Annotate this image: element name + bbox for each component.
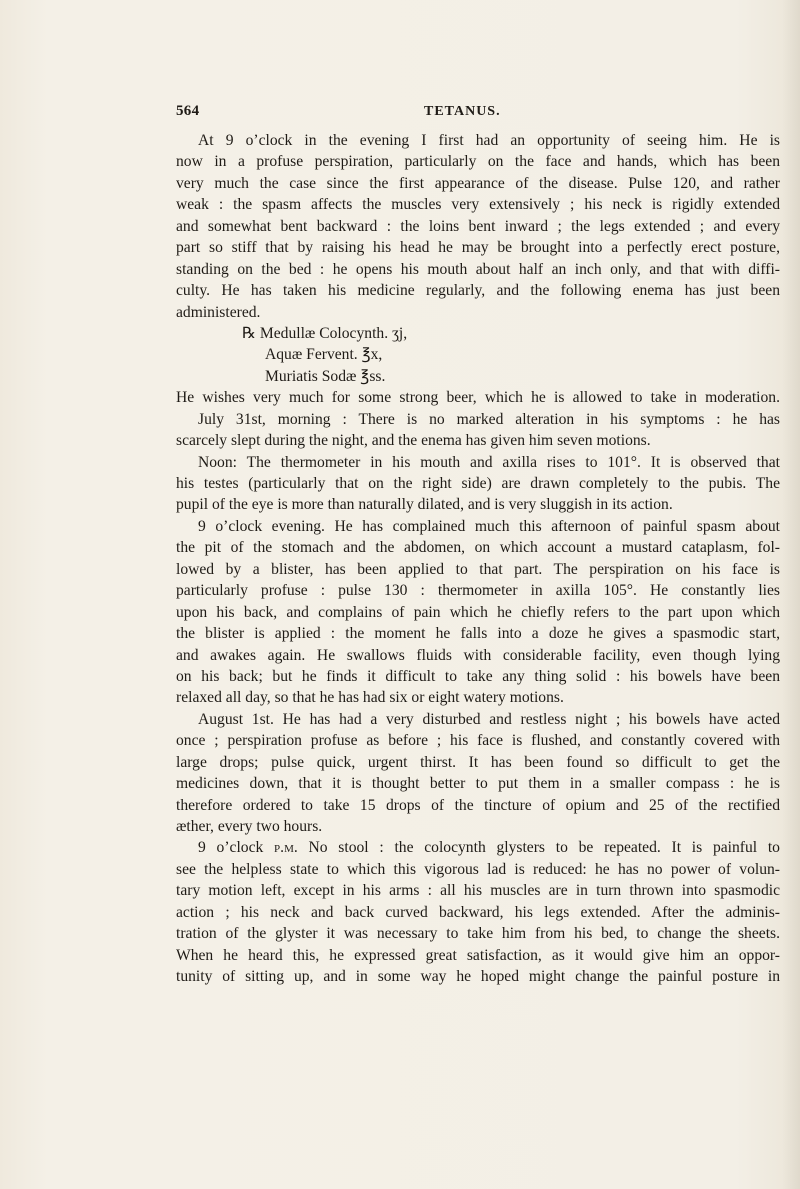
body-text: [176, 130, 780, 988]
text-line: He wishes very much for some strong beer, which he is allowed to take in moderation.: [176, 389, 780, 407]
text-line: At 9 o’clock in the evening I first had an opportunity of seeing him. He is: [198, 132, 780, 149]
text-line: æther, every two hours.: [176, 818, 323, 835]
text-line: the pit of the stomach and the abdomen, on which account a mustard cataplasm, fol-: [176, 539, 780, 557]
text-line: tary motion left, except in his arms : all his muscles are in turn thrown into spasmodic: [176, 882, 780, 900]
text-line: action ; his neck and back curved backward, his legs extended. After the adminis-: [176, 903, 780, 921]
text-line: the blister is applied : the moment he falls into a doze he gives a spasmodic start,: [176, 625, 780, 643]
page-number: 564: [176, 103, 200, 119]
text-line: his testes (particularly that on the right side) are drawn completely to the pubis. The: [176, 475, 780, 492]
prescription-line: Aquæ Fervent. ℥x,: [265, 346, 383, 364]
text-line: large drops; pulse quick, urgent thirst. It has been found so difficult to get the: [176, 753, 780, 771]
text-line: weak : the spasm affects the muscles very extensively ; his neck is rigidly extended: [176, 196, 780, 214]
prescription-line: Muriatis Sodæ ℥ss.: [265, 367, 386, 385]
text-line: scarcely slept during the night, and the enema has given him seven motions.: [176, 432, 651, 450]
text-line: culty. He has taken his medicine regularly, and the following enema has just been: [176, 282, 780, 300]
text-line: tunity of sitting up, and in some way he hoped might change the painful posture in: [176, 968, 780, 986]
text-line: part so stiff that by raising his head he may be brought into a perfectly erect posture,: [176, 239, 780, 257]
page-edge-shadow: [782, 0, 800, 1189]
running-head: TETANUS.: [424, 104, 501, 119]
text-line: therefore ordered to take 15 drops of the tincture of opium and 25 of the rectified: [176, 796, 780, 814]
text-line: When he heard this, he expressed great satisfaction, as it would give him an oppor-: [176, 946, 780, 964]
text-line: very much the case since the first appearance of the disease. Pulse 120, and rather: [176, 174, 780, 192]
text-line: see the helpless state to which this vigorous lad is reduced: he has no power of volun-: [176, 860, 780, 878]
text-line: pupil of the eye is more than naturally dilated, and is very sluggish in its action.: [176, 496, 673, 514]
text-line: particularly profuse : pulse 130 : thermometer in axilla 105°. He constantly lies: [176, 582, 780, 600]
text-line: 9 o’clock evening. He has complained much this afternoon of painful spasm about: [198, 517, 780, 535]
text-line: tration of the glyster it was necessary to take him from his bed, to change the sheets.: [176, 925, 780, 943]
text-line-pm: [176, 837, 780, 858]
prescription-line: ℞ Medullæ Colocynth. ʒj,: [242, 324, 408, 342]
text-line: standing on the bed : he opens his mouth about half an inch only, and that with diffi-: [176, 260, 780, 278]
text-line: medicines down, that it is thought better to put them in a smaller compass : he is: [176, 775, 780, 793]
pm-line-pre: 9 o’clock: [198, 839, 275, 857]
text-line: August 1st. He has had a very disturbed and restless night ; his bowels have acted: [198, 710, 780, 728]
text-line: upon his back, and complains of pain which he chiefly refers to the part upon which: [176, 603, 780, 621]
pm-abbreviation: p.m.: [274, 839, 298, 857]
text-line: and somewhat bent backward : the loins bent inward ; the legs extended ; and every: [176, 217, 780, 235]
pm-line-post: No stool : the colocynth glysters to be repeated. It is painful to: [297, 839, 780, 857]
text-line: administered.: [176, 303, 261, 321]
page-header: [176, 103, 780, 127]
text-line: Noon: The thermometer in his mouth and axilla rises to 101°. It is observed that: [198, 453, 780, 471]
text-line: now in a profuse perspiration, particularly on the face and hands, which has been: [176, 153, 780, 171]
text-line: and awakes again. He swallows fluids with considerable facility, even though lying: [176, 646, 780, 664]
text-line: relaxed all day, so that he has had six or eight watery motions.: [176, 689, 564, 707]
text-line: on his back; but he finds it difficult to take any thing solid : his bowels have been: [176, 667, 780, 685]
text-line: July 31st, morning : There is no marked alteration in his symptoms : he has: [198, 410, 780, 428]
text-line: once ; perspiration profuse as before ; his face is flushed, and constantly covered with: [176, 732, 780, 750]
text-line: lowed by a blister, has been applied to that part. The perspiration on his face is: [176, 560, 780, 578]
